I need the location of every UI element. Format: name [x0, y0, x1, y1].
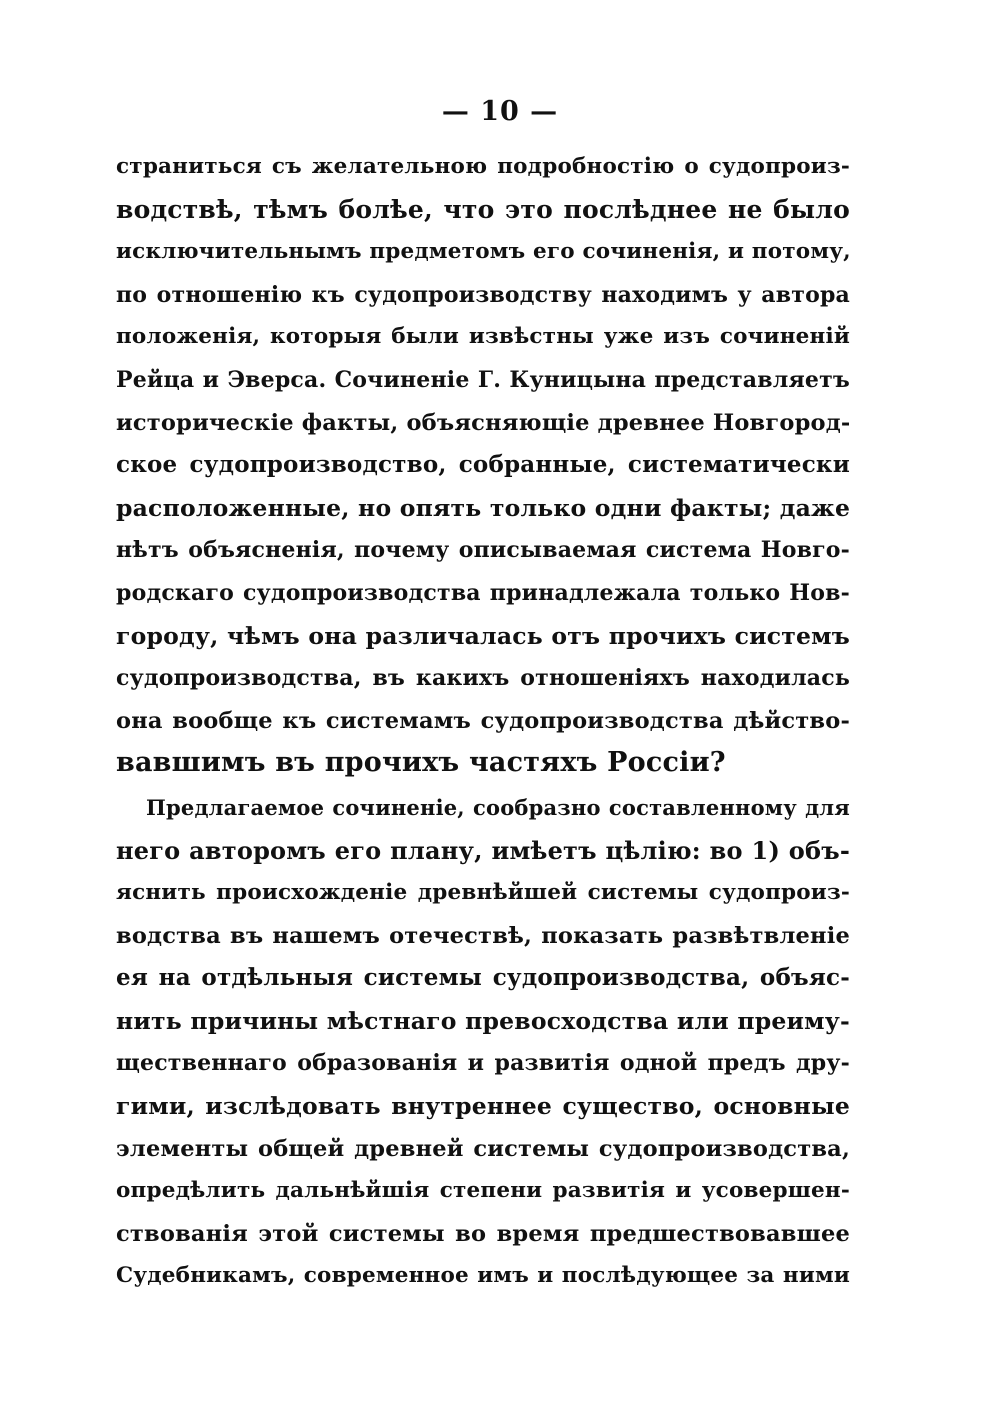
text-line: Судебникамъ, современное имъ и послѣдующее за ними	[116, 1263, 850, 1289]
text-line: положенія, которыя были извѣстны уже изъ сочиненій	[116, 324, 850, 350]
page-number: — 10 —	[441, 96, 559, 127]
text-line: Рейца и Эверса. Сочиненіе Г. Куницына представляетъ	[116, 366, 850, 393]
text-line: родскаго судопроизводства принадлежала только Нов-	[116, 579, 850, 606]
body-text	[116, 146, 850, 1298]
text-line: водства въ нашемъ отечествѣ, показать развѣтвленіе	[116, 922, 850, 949]
text-line: она вообще къ системамъ судопроизводства дѣйство-	[116, 707, 850, 734]
text-line: ское судопроизводство, собранные, систематически	[116, 451, 850, 479]
text-line: по отношенію къ судопроизводству находимъ у автора	[116, 281, 850, 308]
text-line: страниться съ желательною подробностію о судопроиз-	[116, 154, 850, 179]
text-line: расположенные, но опять только одни факты; даже	[116, 493, 851, 522]
text-line: элементы общей древней системы судопроизводства,	[116, 1135, 850, 1162]
text-line: ствованія этой системы во время предшествовавшее	[116, 1220, 850, 1247]
text-line: городу, чѣмъ она различалась отъ прочихъ системъ	[116, 621, 850, 650]
text-line: судопроизводства, въ какихъ отношеніяхъ находилась	[116, 665, 850, 692]
text-line: яснить происхожденіе древнѣйшей системы судопроиз-	[116, 880, 850, 906]
text-line: вавшимъ въ прочихъ частяхъ Россіи?	[116, 747, 726, 779]
text-line: историческіе факты, объясняющіе древнее Новгород-	[116, 409, 851, 436]
text-line: нить причины мѣстнаго превосходства или преиму-	[116, 1006, 850, 1035]
text-line: исключительнымъ предметомъ его сочиненія, и потому,	[116, 239, 851, 265]
text-line: нѣтъ объясненія, почему описываемая система Новго-	[116, 537, 850, 564]
text-line: гими, изслѣдовать внутреннее существо, основные	[116, 1092, 850, 1121]
text-line: щественнаго образованія и развитія одной предъ дру-	[116, 1050, 850, 1077]
text-line: ея на отдѣльныя системы судопроизводства, объяс-	[116, 964, 850, 992]
text-line: опредѣлить дальнѣйшія степени развитія и усовершен-	[116, 1178, 850, 1204]
text-line: водствѣ, тѣмъ болѣе, что это послѣднее не было	[116, 194, 850, 224]
paragraph-first-line: Предлагаемое сочиненіе, сообразно составленному для	[146, 794, 850, 820]
text-line: него авторомъ его плану, имѣетъ цѣлію: во 1) объ-	[116, 835, 850, 865]
